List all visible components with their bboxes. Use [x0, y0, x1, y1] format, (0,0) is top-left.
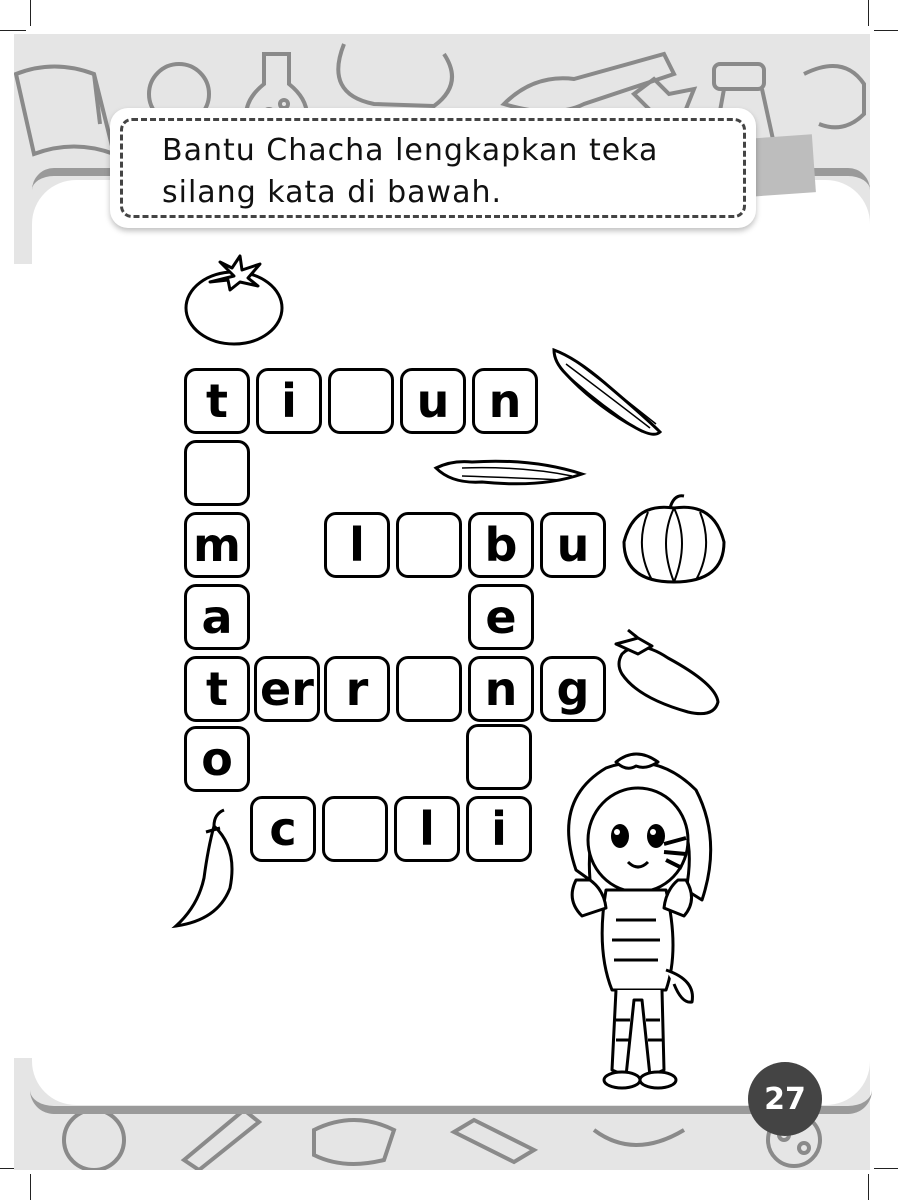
crossword-cell: l — [324, 512, 390, 578]
pumpkin-icon — [618, 492, 730, 588]
crossword-cell: n — [472, 368, 538, 434]
crossword-cell: i — [466, 796, 532, 862]
crossword-blank-cell[interactable] — [322, 796, 388, 862]
cucumber-icon — [546, 344, 668, 440]
crossword-cell: t — [184, 656, 250, 722]
chacha-character-icon — [546, 740, 722, 1092]
instruction-line-2: silang kata di bawah. — [162, 175, 502, 210]
crossword-cell: u — [400, 368, 466, 434]
crossword-cell: e — [468, 584, 534, 650]
crossword-cell: b — [468, 512, 534, 578]
long-bean-icon — [432, 448, 588, 496]
crossword-cell: n — [468, 656, 534, 722]
crossword-cell: u — [540, 512, 606, 578]
crop-mark — [874, 1168, 898, 1169]
crossword-cell: i — [256, 368, 322, 434]
chili-icon — [168, 808, 248, 932]
eggplant-icon — [608, 624, 724, 720]
crossword-cell: o — [184, 726, 250, 792]
instruction-line-1: Bantu Chacha lengkapkan teka — [162, 133, 659, 168]
crossword-blank-cell[interactable] — [328, 368, 394, 434]
crop-mark — [868, 1174, 869, 1200]
crossword-cell: a — [184, 584, 250, 650]
crossword-cell: c — [250, 796, 316, 862]
crop-mark — [868, 0, 869, 26]
crop-mark — [30, 0, 31, 26]
card-border-bottom — [30, 1090, 872, 1114]
crossword-blank-cell[interactable] — [396, 512, 462, 578]
crossword-cell: t — [184, 368, 250, 434]
crossword-cell: er — [254, 656, 320, 722]
tomato-icon — [180, 252, 290, 348]
crop-mark — [0, 30, 26, 31]
worksheet-card — [32, 180, 870, 1105]
crossword-blank-cell[interactable] — [396, 656, 462, 722]
crossword-cell: r — [324, 656, 390, 722]
page-number-badge: 27 — [748, 1062, 822, 1136]
crop-mark — [30, 1174, 31, 1200]
instruction-box — [110, 108, 756, 228]
crossword-cell: l — [394, 796, 460, 862]
crossword-blank-cell[interactable] — [466, 724, 532, 790]
instruction-text — [162, 130, 722, 214]
crossword-cell: g — [540, 656, 606, 722]
crop-mark — [874, 30, 898, 31]
crossword-blank-cell[interactable] — [184, 440, 250, 506]
crossword-cell: m — [184, 512, 250, 578]
